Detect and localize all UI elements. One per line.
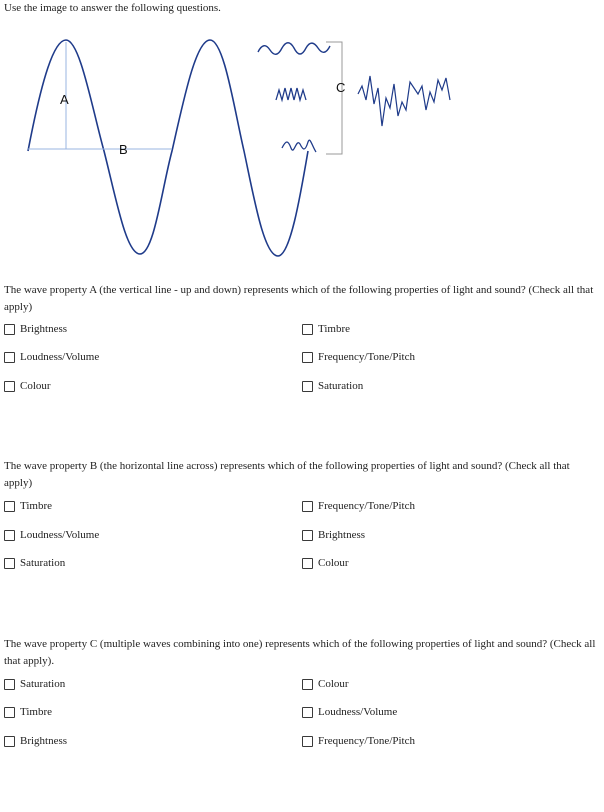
bracket <box>326 42 342 154</box>
option-label: Loudness/Volume <box>20 529 100 541</box>
option-label: Colour <box>318 557 349 569</box>
option-label: Timbre <box>318 323 350 335</box>
checkbox[interactable] <box>302 501 313 512</box>
main-wave <box>28 40 308 256</box>
q3-option-frequency[interactable] <box>302 734 415 748</box>
option-label: Saturation <box>318 380 364 392</box>
checkbox[interactable] <box>302 530 313 541</box>
option-label: Loudness/Volume <box>20 351 100 363</box>
option-label: Brightness <box>20 323 68 335</box>
checkbox[interactable] <box>4 736 15 747</box>
combined-wave <box>358 76 450 126</box>
checkbox[interactable] <box>302 707 313 718</box>
option-label: Brightness <box>20 735 68 747</box>
q2-option-loudness[interactable] <box>4 528 99 542</box>
checkbox[interactable] <box>302 352 313 363</box>
q2-option-saturation[interactable] <box>4 556 65 570</box>
q3-option-loudness[interactable] <box>302 705 397 719</box>
question-1-text: The wave property A (the vertical line - up and down) represents which of the following properties of light and sound? (Check all that apply) <box>4 284 594 313</box>
label-b: B <box>119 142 128 157</box>
option-label: Frequency/Tone/Pitch <box>318 500 415 512</box>
q1-option-saturation[interactable] <box>302 379 363 393</box>
option-label: Colour <box>318 678 349 690</box>
checkbox[interactable] <box>4 530 15 541</box>
component-wave-2 <box>276 88 306 100</box>
wave-figure <box>0 28 604 280</box>
q3-option-brightness[interactable] <box>4 734 67 748</box>
label-c: C <box>336 80 346 95</box>
q1-option-loudness[interactable] <box>4 350 99 364</box>
checkbox[interactable] <box>4 352 15 363</box>
checkbox[interactable] <box>4 679 15 690</box>
question-2 <box>4 458 598 492</box>
question-1 <box>4 282 598 316</box>
checkbox[interactable] <box>302 558 313 569</box>
checkbox[interactable] <box>4 381 15 392</box>
q1-option-brightness[interactable] <box>4 322 67 336</box>
question-3-text: The wave property C (multiple waves combining into one) represents which of the following properties of light and sound? (Check all that apply). <box>4 638 596 667</box>
checkbox[interactable] <box>302 381 313 392</box>
q1-option-frequency[interactable] <box>302 350 415 364</box>
q2-option-frequency[interactable] <box>302 499 415 513</box>
option-label: Timbre <box>20 706 52 718</box>
option-label: Saturation <box>20 557 66 569</box>
wave-diagram <box>0 28 604 280</box>
label-a: A <box>60 92 69 107</box>
q3-option-colour[interactable] <box>302 677 349 691</box>
option-label: Brightness <box>318 529 366 541</box>
component-wave-1 <box>258 43 330 55</box>
q2-option-colour[interactable] <box>302 556 349 570</box>
question-2-text: The wave property B (the horizontal line across) represents which of the following properties of light and sound? (Check all that apply) <box>4 460 570 489</box>
option-label: Frequency/Tone/Pitch <box>318 351 415 363</box>
q2-option-timbre[interactable] <box>4 499 52 513</box>
option-label: Loudness/Volume <box>318 706 398 718</box>
checkbox[interactable] <box>302 679 313 690</box>
q1-option-timbre[interactable] <box>302 322 350 336</box>
intro-text: Use the image to answer the following questions. <box>4 2 221 14</box>
checkbox[interactable] <box>4 558 15 569</box>
option-label: Frequency/Tone/Pitch <box>318 735 415 747</box>
option-label: Colour <box>20 380 51 392</box>
checkbox[interactable] <box>302 736 313 747</box>
q1-option-colour[interactable] <box>4 379 51 393</box>
checkbox[interactable] <box>4 501 15 512</box>
option-label: Saturation <box>20 678 66 690</box>
q2-option-brightness[interactable] <box>302 528 365 542</box>
question-3 <box>4 636 598 670</box>
q3-option-timbre[interactable] <box>4 705 52 719</box>
q3-option-saturation[interactable] <box>4 677 65 691</box>
checkbox[interactable] <box>302 324 313 335</box>
checkbox[interactable] <box>4 707 15 718</box>
option-label: Timbre <box>20 500 52 512</box>
component-wave-3 <box>282 140 316 152</box>
checkbox[interactable] <box>4 324 15 335</box>
